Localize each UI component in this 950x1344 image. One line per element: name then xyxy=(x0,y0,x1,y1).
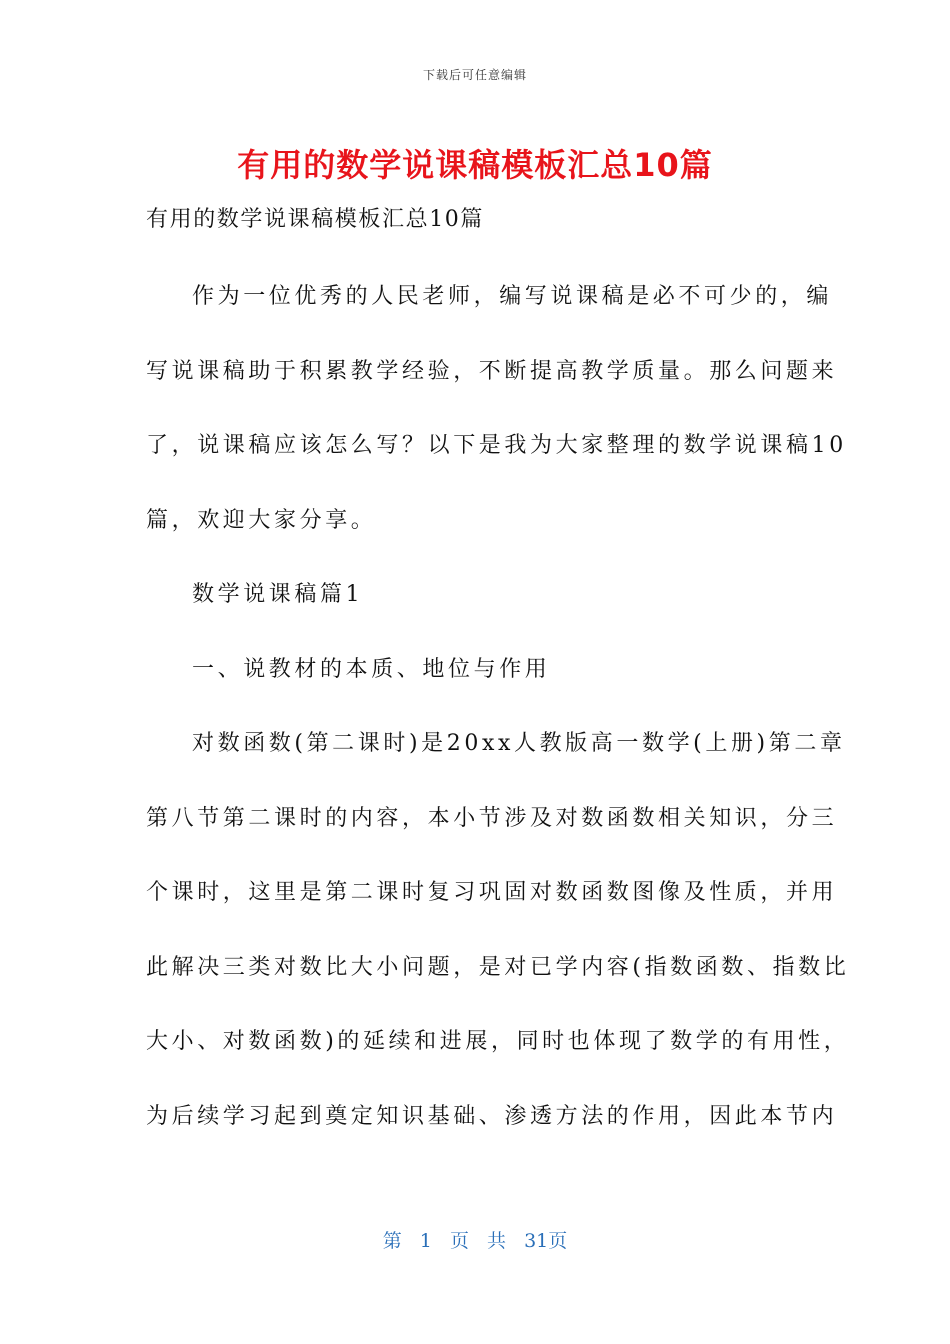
body-line: 作为一位优秀的人民老师，编写说课稿是必不可少的，编 xyxy=(192,284,833,309)
page-number: 1 xyxy=(419,1230,432,1252)
footer-page-label: 页 xyxy=(449,1230,469,1252)
body-line: 第八节第二课时的内容，本小节涉及对数函数相关知识，分三 xyxy=(146,805,838,831)
total-pages: 31页 xyxy=(524,1230,568,1252)
footer-total-label: 共 xyxy=(487,1230,507,1252)
body-line: 大小、对数函数)的延续和进展，同时也体现了数学的有用性， xyxy=(146,1029,850,1054)
body-line: 对数函数(第二课时)是20xx人教版高一数学(上册)第二章 xyxy=(192,731,846,756)
body-line: 个课时，这里是第二课时复习巩固对数函数图像及性质，并用 xyxy=(146,880,838,905)
body-line: 为后续学习起到奠定知识基础、渗透方法的作用，因此本节内 xyxy=(146,1103,838,1129)
body-line: 篇，欢迎大家分享。 xyxy=(146,507,377,533)
section-heading: 数学说课稿篇1 xyxy=(192,582,364,607)
footer-prefix: 第 xyxy=(382,1230,402,1252)
document-body xyxy=(146,200,850,1154)
header-note: 下载后可任意编辑 xyxy=(422,68,527,82)
page-footer xyxy=(0,1226,950,1253)
body-line: 此解决三类对数比大小问题，是对已学内容(指数函数、指数比 xyxy=(146,954,850,980)
body-line: 有用的数学说课稿模板汇总10篇 xyxy=(146,207,484,232)
body-line: 写说课稿助于积累教学经验，不断提高教学质量。那么问题来 xyxy=(146,358,838,384)
document-title: 有用的数学说课稿模板汇总10篇 xyxy=(237,146,713,184)
body-line: 了，说课稿应该怎么写？以下是我为大家整理的数学说课稿10 xyxy=(146,433,847,458)
subsection-heading: 一、说教材的本质、地位与作用 xyxy=(192,656,551,682)
